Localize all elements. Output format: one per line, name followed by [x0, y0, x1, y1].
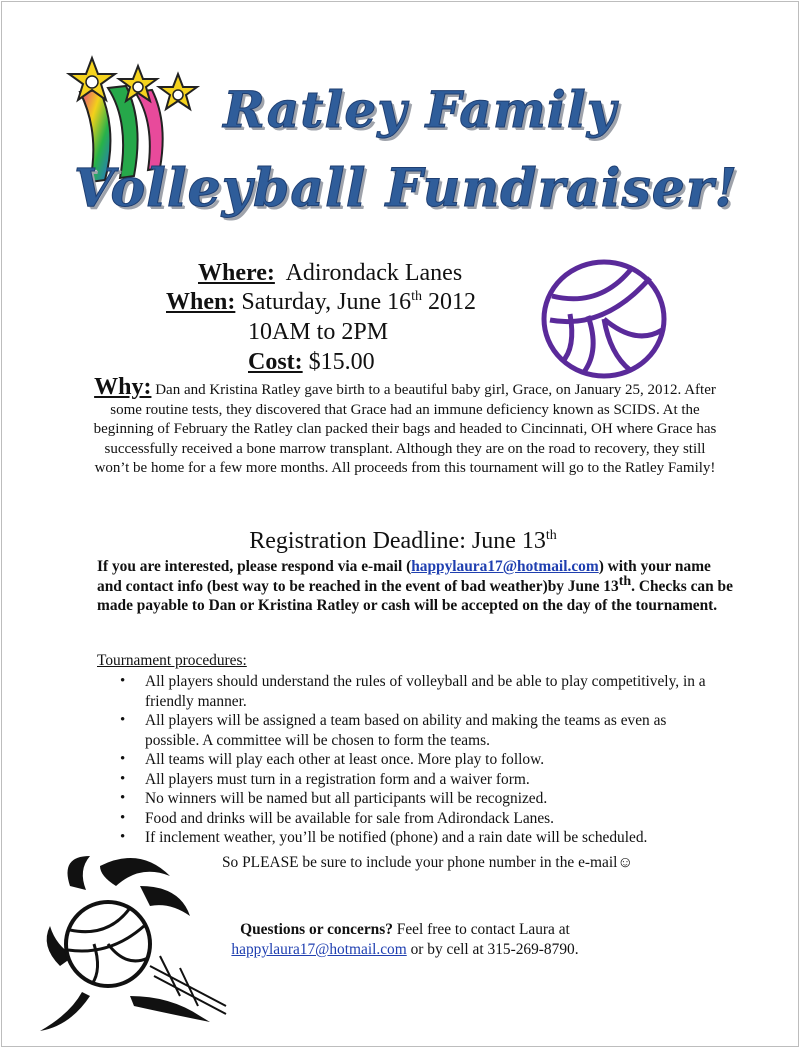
list-item: • All teams will play each other at least once. More play to follow. — [118, 750, 718, 770]
procedures-heading: Tournament procedures: — [97, 652, 247, 669]
why-paragraph — [92, 374, 718, 479]
cost-value: $15.00 — [308, 349, 375, 375]
footer-contact: Questions or concerns? Feel free to contact Laura at happylaura17@hotmail.com or by cell at 315-269-8790. — [231, 921, 579, 958]
footer-email-link[interactable]: happylaura17@hotmail.com — [231, 941, 407, 958]
footer-question: Questions or concerns? — [240, 921, 393, 938]
when-line — [166, 287, 476, 317]
list-item: • All players should understand the rules of volleyball and be able to play competitively, in a friendly manner. — [118, 672, 718, 711]
time-line: 10AM to 2PM — [248, 319, 389, 345]
registration-email-link[interactable]: happylaura17@hotmail.com — [411, 558, 599, 575]
cost-line — [248, 347, 375, 377]
title-line-2: Volleyball Fundraiser! — [73, 158, 739, 219]
registration-heading: Registration Deadline: June 13th — [249, 528, 557, 554]
registration-text: If you are interested, please respond via e-mail (happylaura17@hotmail.com) with your name and contact info (best way to be reached in the event of bad weather)by June 13th. Checks can be made payable to Dan or Kristina Ratley or cash will be accepted on the day of the tournament. — [97, 558, 733, 614]
where-line — [198, 258, 462, 288]
volleyball-icon — [540, 258, 668, 380]
list-item: • No winners will be named but all participants will be recognized. — [118, 789, 718, 809]
why-text: Dan and Kristina Ratley gave birth to a beautiful baby girl, Grace, on January 25, 2012. After some routine tests, they discovered that Grace had an immune deficiency known as SCIDS. At the beginning of February the Ratley clan packed their bags and headed to Cincinnati, OH where Grace has successfully received a bone marrow transplant. Although they are on the road to recovery, they still won’t be home for a few more months. All proceeds from this tournament will go to the Ratley Family! — [93, 382, 717, 476]
where-label: Where: — [198, 260, 275, 286]
procedures-list — [118, 672, 718, 848]
list-item: • If inclement weather, you’ll be notified (phone) and a rain date will be scheduled. — [118, 828, 718, 848]
where-value: Adirondack Lanes — [285, 260, 463, 286]
list-item: • Food and drinks will be available for sale from Adirondack Lanes. — [118, 809, 718, 829]
cost-label: Cost: — [248, 349, 303, 375]
when-value: Saturday, June 16th 2012 — [241, 289, 476, 315]
why-label: Why: — [94, 374, 152, 400]
list-item: • All players must turn in a registration form and a waiver form. — [118, 770, 718, 790]
when-label: When: — [166, 289, 236, 315]
list-item: • All players will be assigned a team based on ability and making the teams as even as possible. A committee will be chosen to form the teams. — [118, 711, 718, 750]
title-line-1: Ratley Family — [223, 80, 617, 139]
procedures-closing: So PLEASE be sure to include your phone number in the e-mail☺ — [222, 854, 634, 871]
